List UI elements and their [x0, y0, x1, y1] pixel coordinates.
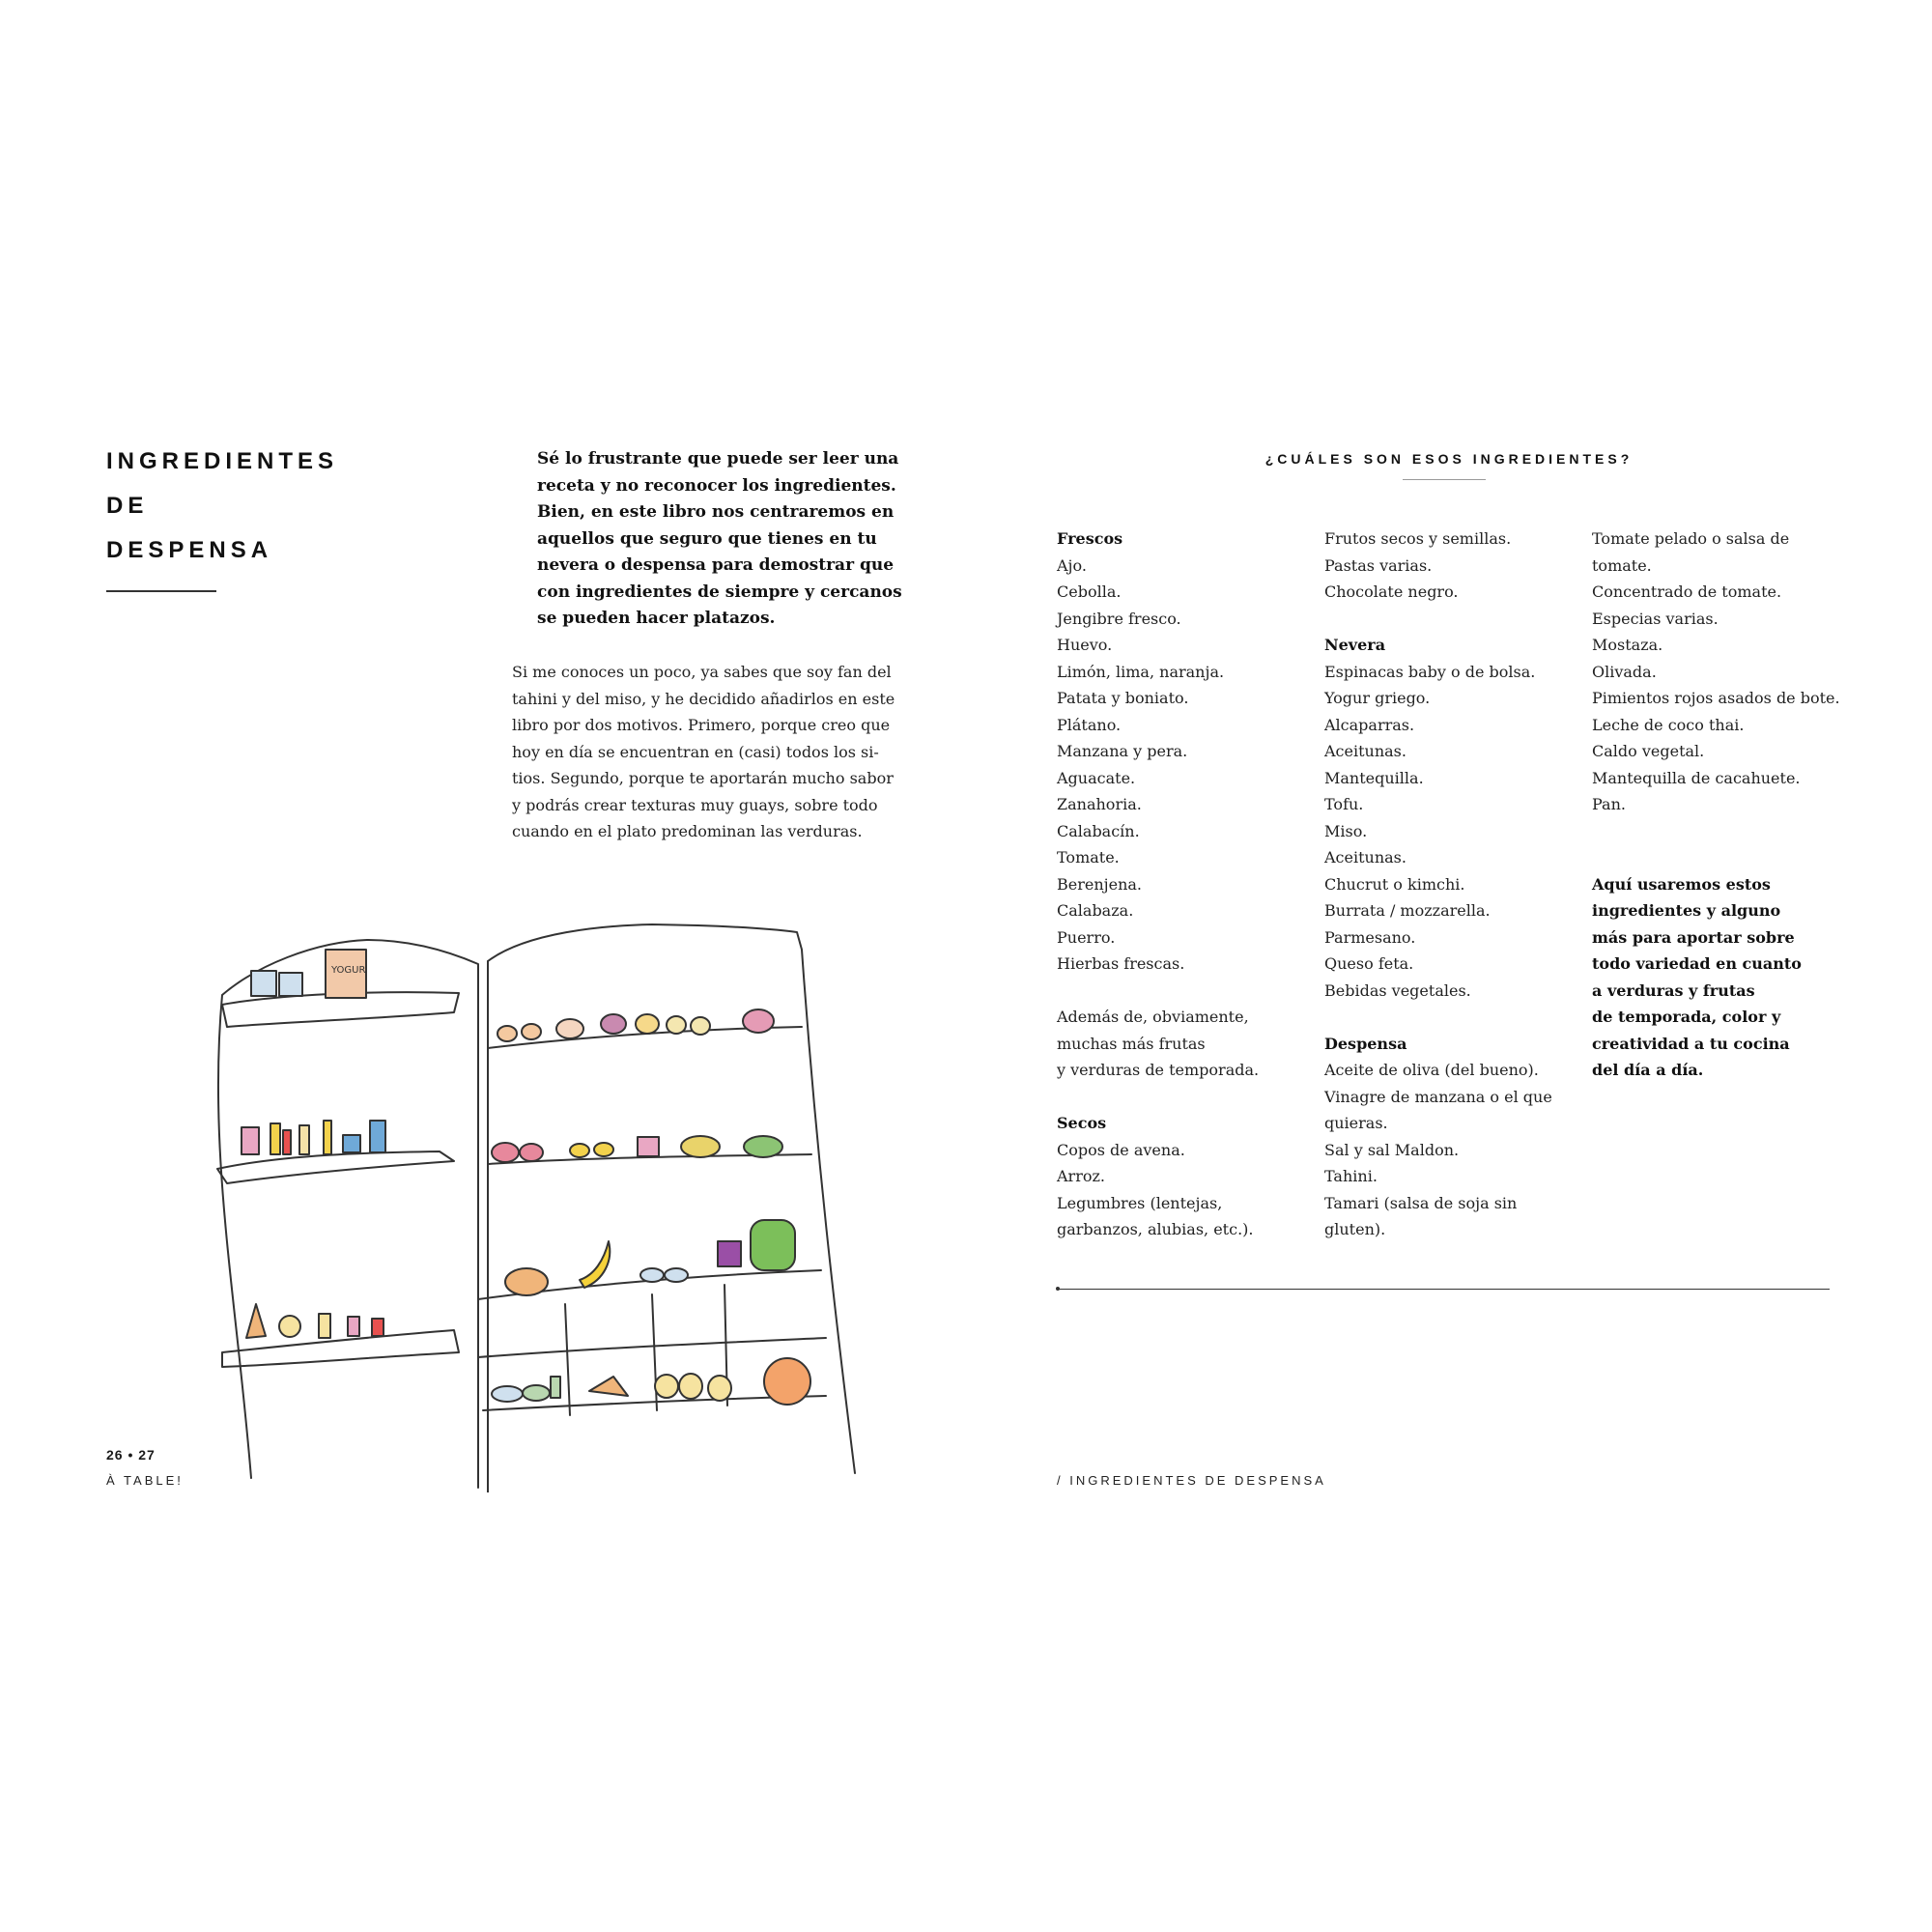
- yogurt-label: YOGUR: [331, 965, 366, 976]
- page-numbers: 26 • 27: [106, 1447, 156, 1463]
- list-item: Patata y boniato.: [1057, 689, 1189, 707]
- list-item: Parmesano.: [1324, 927, 1416, 947]
- text-line: nevera o despensa para demostrar que: [537, 555, 895, 575]
- text-line: aquellos que seguro que tienes en tu: [537, 528, 877, 549]
- title-line: INGREDIENTES: [106, 448, 339, 474]
- closing-text: ingredientes y alguno: [1592, 901, 1781, 920]
- list-item: Jengibre fresco.: [1057, 609, 1181, 628]
- list-item: Puerro.: [1057, 927, 1116, 947]
- page-title: [106, 440, 338, 573]
- section-heading: ¿CUÁLES SON ESOS INGREDIENTES?: [1264, 451, 1634, 467]
- category-heading-despensa: Despensa: [1324, 1034, 1407, 1053]
- section-heading-divider: [1403, 479, 1486, 480]
- list-item: Limón, lima, naranja.: [1057, 662, 1225, 681]
- list-item: Chocolate negro.: [1324, 582, 1459, 601]
- list-item: Pan.: [1592, 795, 1626, 813]
- list-item: Huevo.: [1057, 636, 1113, 654]
- list-item: Bebidas vegetales.: [1324, 980, 1471, 1000]
- list-item: Mantequilla de cacahuete.: [1592, 768, 1801, 787]
- list-item: Leche de coco thai.: [1592, 715, 1745, 734]
- bottom-divider: [1057, 1289, 1830, 1290]
- title-divider: [106, 590, 216, 592]
- list-item: Aceitunas.: [1324, 742, 1406, 760]
- text-line: Bien, en este libro nos centraremos en: [537, 502, 895, 522]
- condiments-icon: [246, 1304, 384, 1338]
- closing-text: Aquí usaremos estos: [1592, 874, 1771, 894]
- category-heading-frescos: Frescos: [1057, 529, 1123, 548]
- list-item: Pastas varias.: [1324, 555, 1433, 575]
- frescos-note: y verduras de temporada.: [1057, 1061, 1260, 1079]
- list-item: Aceite de oliva (del bueno).: [1324, 1061, 1539, 1079]
- list-item: Copos de avena.: [1057, 1140, 1185, 1159]
- list-item: tomate.: [1592, 555, 1652, 575]
- list-item: garbanzos, alubias, etc.).: [1057, 1220, 1254, 1238]
- list-item: Berenjena.: [1057, 874, 1143, 894]
- produce-icon: [505, 1220, 795, 1295]
- list-item: Zanahoria.: [1057, 795, 1142, 813]
- text-line: se pueden hacer platazos.: [537, 609, 776, 628]
- list-item: Calabacín.: [1057, 821, 1140, 840]
- list-item: Olivada.: [1592, 662, 1657, 681]
- list-item: Tamari (salsa de soja sin: [1324, 1193, 1518, 1212]
- category-heading-nevera: Nevera: [1324, 636, 1386, 654]
- list-item: gluten).: [1324, 1220, 1386, 1238]
- intro-body-paragraph: [512, 659, 895, 845]
- text-line: hoy en día se encuentran en (casi) todos los si-: [512, 742, 879, 761]
- list-item: Aceitunas.: [1324, 848, 1406, 867]
- text-line: tios. Segundo, porque te aportarán mucho sabor: [512, 769, 894, 787]
- yogurt-box-icon: [326, 950, 366, 998]
- list-item: Miso.: [1324, 821, 1368, 840]
- closing-text: del día a día.: [1592, 1061, 1704, 1079]
- list-item: Chucrut o kimchi.: [1324, 874, 1465, 894]
- frescos-note: muchas más frutas: [1057, 1034, 1206, 1053]
- section-footer: / INGREDIENTES DE DESPENSA: [1057, 1473, 1326, 1488]
- fruits-icon: [497, 1009, 774, 1041]
- text-line: receta y no reconocer los ingredientes.: [537, 475, 896, 496]
- list-item: Frutos secos y semillas.: [1324, 529, 1512, 548]
- list-item: Tofu.: [1324, 795, 1364, 813]
- list-item: Cebolla.: [1057, 582, 1122, 601]
- text-line: con ingredientes de siempre y cercanos: [537, 582, 902, 602]
- category-heading-secos: Secos: [1057, 1114, 1107, 1132]
- list-item: Queso feta.: [1324, 954, 1414, 973]
- list-item: Alcaparras.: [1324, 715, 1415, 734]
- list-item: Sal y sal Maldon.: [1324, 1140, 1460, 1159]
- list-item: Burrata / mozzarella.: [1324, 901, 1491, 920]
- closing-text: creatividad a tu cocina: [1592, 1034, 1790, 1053]
- list-item: Manzana y pera.: [1057, 742, 1188, 760]
- text-line: libro por dos motivos. Primero, porque creo que: [512, 716, 891, 734]
- list-item: Tahini.: [1324, 1167, 1378, 1185]
- fridge-illustration: [198, 913, 865, 1492]
- frescos-note: Además de, obviamente,: [1057, 1008, 1249, 1026]
- list-item: Mantequilla.: [1324, 768, 1424, 787]
- text-line: cuando en el plato predominan las verduras.: [512, 822, 863, 840]
- column-frescos-secos: [1057, 526, 1308, 1243]
- list-item: Tomate.: [1057, 848, 1120, 867]
- list-item: Plátano.: [1057, 715, 1122, 734]
- list-item: Pimientos rojos asados de bote.: [1592, 689, 1840, 707]
- list-item: Hierbas frescas.: [1057, 954, 1185, 973]
- list-item: Yogur griego.: [1324, 689, 1431, 707]
- title-line: DE: [106, 493, 149, 519]
- closing-text: de temporada, color y: [1592, 1008, 1781, 1026]
- closing-text: más para aportar sobre: [1592, 927, 1795, 947]
- list-item: Calabaza.: [1057, 901, 1134, 920]
- list-item: Concentrado de tomate.: [1592, 582, 1782, 601]
- text-line: Si me conoces un poco, ya sabes que soy fan del: [512, 663, 892, 681]
- list-item: Especias varias.: [1592, 609, 1719, 628]
- list-item: Arroz.: [1057, 1167, 1105, 1185]
- book-title: À TABLE!: [106, 1473, 184, 1488]
- closing-text: todo variedad en cuanto: [1592, 954, 1802, 973]
- list-item: Vinagre de manzana o el que: [1324, 1087, 1552, 1106]
- title-line: DESPENSA: [106, 537, 273, 563]
- text-line: tahini y del miso, y he decidido añadirlos en este: [512, 689, 895, 708]
- column-despensa-closing: [1592, 526, 1843, 1084]
- list-item: Ajo.: [1057, 555, 1087, 575]
- list-item: Mostaza.: [1592, 636, 1663, 654]
- intro-lead-paragraph: [537, 446, 902, 633]
- list-item: Espinacas baby o de bolsa.: [1324, 662, 1536, 681]
- jar-icon: [251, 971, 302, 996]
- closing-text: a verduras y frutas: [1592, 980, 1755, 1000]
- text-line: y podrás crear texturas muy guays, sobre todo: [512, 795, 878, 814]
- list-item: quieras.: [1324, 1114, 1388, 1132]
- list-item: Aguacate.: [1057, 768, 1136, 787]
- list-item: Caldo vegetal.: [1592, 742, 1705, 760]
- column-secos-nevera-despensa: [1324, 526, 1580, 1243]
- bottles-icon: [242, 1121, 385, 1154]
- text-line: Sé lo frustrante que puede ser leer una: [537, 449, 899, 469]
- list-item: Legumbres (lentejas,: [1057, 1193, 1223, 1212]
- list-item: Tomate pelado o salsa de: [1592, 529, 1790, 548]
